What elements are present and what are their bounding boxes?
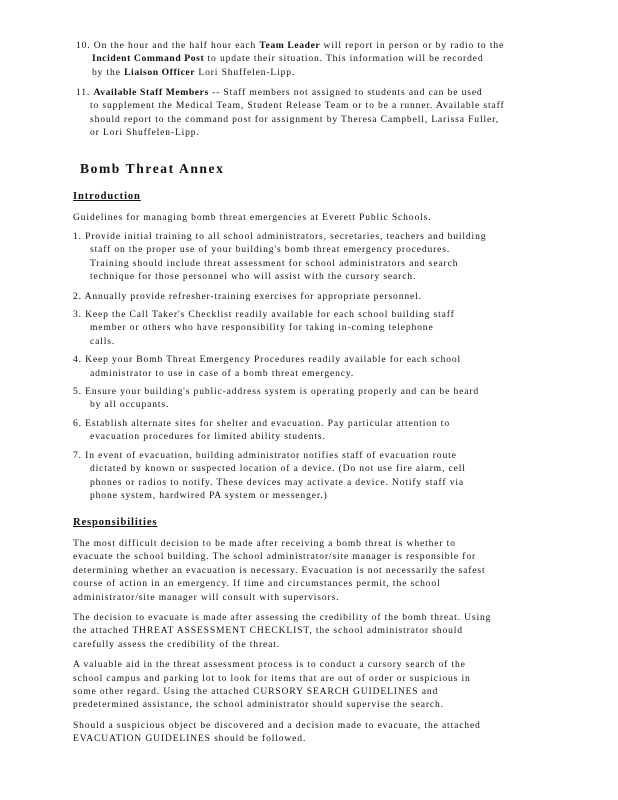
intro-item-7 [73, 449, 486, 503]
item-10-line-3 [76, 66, 504, 79]
item-11-line-2: to supplement the Medical Team, Student Release Team or to be a runner. Available staff [90, 100, 505, 112]
intro-item-3-line: calls. [90, 335, 116, 347]
item-10-line-2 [76, 52, 504, 65]
intro-item-2-line: 2. Annually provide refresher-training exercises for appropriate personnel. [73, 290, 422, 302]
resp-line: The most difficult decision to be made after receiving a bomb threat is whether to [73, 538, 456, 549]
resp-line: EVACUATION GUIDELINES should be followed. [73, 733, 307, 745]
intro-item-6-line: 6. Establish alternate sites for shelter and evacuation. Pay particular attention to [73, 417, 450, 429]
item-10-text: Lori Shuffelen-Lipp. [195, 66, 296, 78]
resp-paragraph-3 [73, 658, 491, 712]
resp-line: determining whether an evacuation is necessary. Evacuation is not necessarily the safest [73, 564, 486, 576]
intro-item-1-line: Training should include threat assessment for school administrators and search [90, 257, 459, 269]
intro-item-1-line: technique for those personnel who will assist with the cursory search. [90, 271, 417, 283]
resp-line: school campus and parking lot to look for items that are out of order or suspicious in [73, 672, 471, 684]
responsibilities-heading: Responsibilities [73, 517, 158, 528]
intro-item-4 [73, 353, 486, 380]
item-11-text: -- Staff members not assigned to students and can be used [208, 87, 483, 98]
responsibilities-body [73, 537, 491, 746]
intro-item-3-line: 3. Keep the Call Taker's Checklist readily available for each school building staff [73, 309, 455, 321]
intro-item-3 [73, 308, 486, 348]
item-11-number: 11. [76, 87, 91, 98]
intro-item-6 [73, 417, 486, 444]
item-10-number: 10. [76, 40, 91, 51]
item-11-line-1 [76, 86, 505, 99]
item-10-text: to update their situation. This information will be recorded [204, 53, 484, 65]
item-10-text: will report in person or by radio to the [320, 40, 505, 51]
resp-line: predetermined assistance, the school administrator should supervise the search. [73, 699, 444, 711]
intro-item-3-line: member or others who have responsibility for taking in-coming telephone [90, 322, 434, 334]
resp-paragraph-1 [73, 537, 491, 604]
item-11-line-3: should report to the command post for assignment by Theresa Campbell, Larissa Fuller, [90, 113, 499, 125]
intro-item-7-line: phones or radios to notify. These devices may activate a device. Notify staff via [90, 476, 464, 488]
intro-item-5-line: 5. Ensure your building's public-address system is operating properly and can be heard [73, 386, 479, 398]
item-10-text: On the hour and the half hour each [93, 40, 260, 51]
introduction-lead: Guidelines for managing bomb threat emergencies at Everett Public Schools. [73, 212, 432, 223]
resp-line: the attached THREAT ASSESSMENT CHECKLIST, the school administrator should [73, 625, 463, 637]
resp-line: some other regard. Using the attached CURSORY SEARCH GUIDELINES and [73, 686, 439, 698]
intro-item-7-line: 7. In event of evacuation, building administrator notifies staff of evacuation route [73, 449, 457, 461]
intro-item-7-line: phone system, hardwired PA system or messenger.) [90, 489, 328, 501]
resp-line: The decision to evacuate is made after assessing the credibility of the bomb threat. Using [73, 612, 492, 624]
intro-item-6-line: evacuation procedures for limited ability students. [90, 431, 326, 443]
intro-item-5-line: by all occupants. [90, 399, 170, 411]
team-leader-term: Team Leader [259, 40, 321, 51]
resp-line: administrator/site manager will consult with supervisors. [73, 591, 340, 603]
item-11-line-4: or Lori Shuffelen-Lipp. [90, 127, 200, 139]
annex-title: Bomb Threat Annex [80, 161, 225, 176]
liaison-officer-term: Liaison Officer [124, 66, 196, 78]
resp-line: course of action in an emergency. If time and circumstances permit, the school [73, 578, 441, 590]
intro-item-1-line: 1. Provide initial training to all school administrators, secretaries, teachers and building [73, 231, 487, 242]
intro-item-7-line: dictated by known or suspected location of a device. (Do not use fire alarm, cell [90, 463, 466, 475]
intro-list [73, 230, 486, 502]
available-staff-members-term: Available Staff Members [93, 87, 209, 98]
intro-item-1-line: staff on the proper use of your building's bomb threat emergency procedures. [90, 244, 451, 256]
intro-item-5 [73, 385, 486, 412]
resp-line: carefully assess the credibility of the threat. [73, 638, 280, 650]
resp-paragraph-4 [73, 719, 491, 746]
resp-line: evacuate the school building. The school administrator/site manager is responsible for [73, 551, 477, 563]
introduction-heading: Introduction [73, 191, 141, 202]
intro-item-1 [73, 230, 486, 284]
item-10-text: by the [92, 66, 125, 78]
resp-line: Should a suspicious object be discovered and a decision made to evacuate, the attached [73, 719, 481, 731]
resp-paragraph-2 [73, 611, 491, 651]
item-10-line-1 [76, 39, 504, 52]
intro-item-4-line: 4. Keep your Bomb Threat Emergency Procedures readily available for each school [73, 354, 462, 366]
intro-item-4-line: administrator to use in case of a bomb threat emergency. [90, 367, 355, 379]
intro-item-2 [73, 290, 486, 303]
item-11 [76, 86, 505, 140]
item-10 [76, 39, 504, 79]
incident-command-post-term: Incident Command Post [92, 53, 205, 65]
resp-line: A valuable aid in the threat assessment process is to conduct a cursory search of the [73, 659, 466, 671]
